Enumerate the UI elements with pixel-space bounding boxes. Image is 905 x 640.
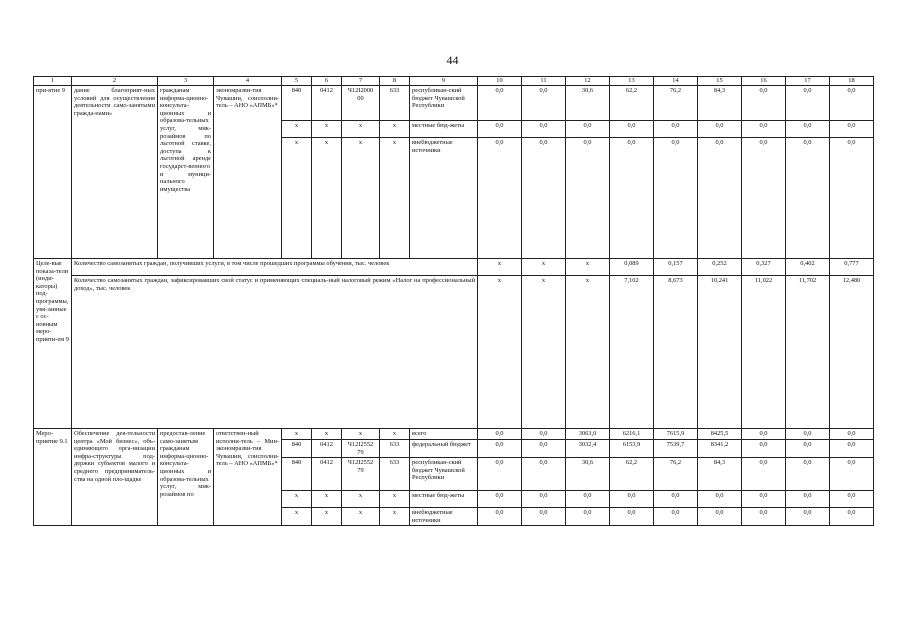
value-cell: 0,0 <box>654 121 698 138</box>
table-row <box>34 86 874 121</box>
indicator-row <box>34 259 874 276</box>
column-header: 14 <box>654 77 698 86</box>
indicator-value: 8,673 <box>654 276 698 429</box>
indicator-value: 0,252 <box>698 259 742 276</box>
value-cell: 0,0 <box>478 440 522 458</box>
value-cell: 0,0 <box>566 508 610 526</box>
funding-source: республикан-ский бюджет Чувашской Республики <box>410 458 478 491</box>
code-cell: 633 <box>380 458 410 491</box>
indicator-cell: x <box>566 259 610 276</box>
value-cell: 62,2 <box>610 458 654 491</box>
code-cell: 0412 <box>312 440 342 458</box>
value-cell: 0,0 <box>786 440 830 458</box>
column-header: 15 <box>698 77 742 86</box>
code-cell: 0412 <box>312 86 342 121</box>
value-cell: 0,0 <box>786 121 830 138</box>
value-cell: 0,0 <box>830 440 874 458</box>
indicator-cell: x <box>522 259 566 276</box>
code-cell: x <box>312 491 342 508</box>
column-header: 8 <box>380 77 410 86</box>
value-cell: 7615,9 <box>654 429 698 440</box>
code-cell: x <box>312 508 342 526</box>
indicator-value: 0,777 <box>830 259 874 276</box>
table-row <box>34 429 874 440</box>
value-cell: 0,0 <box>698 508 742 526</box>
value-cell: 0,0 <box>566 121 610 138</box>
column-header: 17 <box>786 77 830 86</box>
code-cell: x <box>282 429 312 440</box>
value-cell: 0,0 <box>742 121 786 138</box>
code-cell: x <box>282 491 312 508</box>
value-cell: 0,0 <box>742 491 786 508</box>
value-cell: 6216,1 <box>610 429 654 440</box>
budget-table <box>33 76 874 526</box>
code-cell: x <box>342 508 380 526</box>
indicator-text: Количество самозанятых граждан, получивших услуги, в том числе прошедших программы обучения, тыс. человек <box>72 259 478 276</box>
value-cell: 0,0 <box>742 138 786 259</box>
value-cell: 0,0 <box>742 440 786 458</box>
code-cell: x <box>312 121 342 138</box>
column-header: 10 <box>478 77 522 86</box>
value-cell: 3032,4 <box>566 440 610 458</box>
value-cell: 0,0 <box>742 508 786 526</box>
measure-description: гражданам информа-ционно-консульта-ционных и образова-тельных услуг, мик-розаймов по льготной ставке, доступа к льготной аренде государст-венного и муници-пального имущества <box>158 86 214 259</box>
value-cell: 0,0 <box>654 138 698 259</box>
measure-description: предостав-ление само-занятым гражданам информа-ционно-консульта-ционных и образова-тельных услуг, мик-розаймов по <box>158 429 214 526</box>
value-cell: 0,0 <box>698 491 742 508</box>
value-cell: 0,0 <box>522 86 566 121</box>
value-cell: 0,0 <box>478 491 522 508</box>
value-cell: 3063,0 <box>566 429 610 440</box>
code-cell: x <box>312 429 342 440</box>
code-cell: x <box>282 121 312 138</box>
value-cell: 0,0 <box>830 508 874 526</box>
value-cell: 0,0 <box>830 458 874 491</box>
value-cell: 0,0 <box>786 138 830 259</box>
code-cell: x <box>312 138 342 259</box>
value-cell: 62,2 <box>610 86 654 121</box>
code-cell: x <box>342 121 380 138</box>
code-cell: 633 <box>380 440 410 458</box>
value-cell: 0,0 <box>830 86 874 121</box>
value-cell: 0,0 <box>610 491 654 508</box>
value-cell: 0,0 <box>654 491 698 508</box>
value-cell: 30,6 <box>566 86 610 121</box>
value-cell: 0,0 <box>742 429 786 440</box>
indicator-value: 12,480 <box>830 276 874 429</box>
value-cell: 0,0 <box>786 508 830 526</box>
executor: экономразви-тия Чувашии, соисполни-тель – АНО «АПМБ»* <box>214 86 282 259</box>
value-cell: 76,2 <box>654 458 698 491</box>
column-number-row <box>34 77 874 86</box>
value-cell: 0,0 <box>830 138 874 259</box>
value-cell: 0,0 <box>522 508 566 526</box>
value-cell: 0,0 <box>742 458 786 491</box>
code-cell: 840 <box>282 458 312 491</box>
value-cell: 0,0 <box>478 458 522 491</box>
funding-source: всего <box>410 429 478 440</box>
indicator-value: 7,102 <box>610 276 654 429</box>
indicator-cell: x <box>478 276 522 429</box>
code-cell: 840 <box>282 440 312 458</box>
code-cell: x <box>380 121 410 138</box>
column-header: 13 <box>610 77 654 86</box>
value-cell: 0,0 <box>610 138 654 259</box>
code-cell: x <box>342 491 380 508</box>
indicator-value: 11,022 <box>742 276 786 429</box>
measure-title: дание благоприят-ных условий для осуществления деятельности само-занятыми гражда-нами» <box>72 86 158 259</box>
value-cell: 0,0 <box>566 491 610 508</box>
value-cell: 6153,9 <box>610 440 654 458</box>
measure-label: при-ятие 9 <box>34 86 72 259</box>
value-cell: 0,0 <box>786 491 830 508</box>
code-cell: 0412 <box>312 458 342 491</box>
indicator-text: Количество самозанятых граждан, зафиксировавших свой статус и применяющих специаль-ный налоговый режим «Налог на профессиональный доход», тыс. человек <box>72 276 478 429</box>
value-cell: 84,3 <box>698 458 742 491</box>
column-header: 12 <box>566 77 610 86</box>
code-cell: Ч12I2552 79 <box>342 458 380 491</box>
value-cell: 0,0 <box>478 86 522 121</box>
value-cell: 0,0 <box>566 138 610 259</box>
code-cell: x <box>380 508 410 526</box>
funding-source: местные бюд-жеты <box>410 121 478 138</box>
code-cell: x <box>380 138 410 259</box>
code-cell: Ч12I2000 00 <box>342 86 380 121</box>
measure-title: Обеспечение дея-тельности центра «Мой бизнес», объ-единяющего орга-низации инфра-структуры под-держки субъектов малого и среднего предприниматель-ства на одной пло-щадке <box>72 429 158 526</box>
value-cell: 0,0 <box>830 491 874 508</box>
code-cell: x <box>342 429 380 440</box>
column-header: 16 <box>742 77 786 86</box>
code-cell: x <box>380 429 410 440</box>
indicator-value: 0,327 <box>742 259 786 276</box>
column-header: 3 <box>158 77 214 86</box>
value-cell: 0,0 <box>786 458 830 491</box>
block-1 <box>34 86 874 259</box>
code-cell: 633 <box>380 86 410 121</box>
value-cell: 0,0 <box>610 508 654 526</box>
value-cell: 8341,2 <box>698 440 742 458</box>
value-cell: 76,2 <box>654 86 698 121</box>
value-cell: 0,0 <box>830 429 874 440</box>
column-header: 4 <box>214 77 282 86</box>
value-cell: 0,0 <box>786 86 830 121</box>
value-cell: 0,0 <box>698 138 742 259</box>
funding-source: внебюджетные источники <box>410 138 478 259</box>
value-cell: 0,0 <box>698 121 742 138</box>
column-header: 18 <box>830 77 874 86</box>
value-cell: 0,0 <box>522 491 566 508</box>
column-header: 6 <box>312 77 342 86</box>
funding-source: республикан-ский бюджет Чувашской Республики <box>410 86 478 121</box>
code-cell: x <box>282 508 312 526</box>
value-cell: 8425,5 <box>698 429 742 440</box>
value-cell: 0,0 <box>478 429 522 440</box>
indicator-cell: x <box>478 259 522 276</box>
column-header: 7 <box>342 77 380 86</box>
column-header: 1 <box>34 77 72 86</box>
code-cell: x <box>380 491 410 508</box>
code-cell: 840 <box>282 86 312 121</box>
code-cell: Ч12I2552 79 <box>342 440 380 458</box>
indicator-value: 0,157 <box>654 259 698 276</box>
value-cell: 84,3 <box>698 86 742 121</box>
funding-source: местные бюд-жеты <box>410 491 478 508</box>
value-cell: 0,0 <box>478 121 522 138</box>
indicators-label: Целе-вые показа-тели (инди-каторы) под-программы, увя-занные с ос-новным меро-прияти-ем 9 <box>34 259 72 429</box>
value-cell: 0,0 <box>522 138 566 259</box>
value-cell: 0,0 <box>522 458 566 491</box>
value-cell: 0,0 <box>478 508 522 526</box>
indicator-value: 10,241 <box>698 276 742 429</box>
value-cell: 0,0 <box>786 429 830 440</box>
indicator-value: 11,702 <box>786 276 830 429</box>
indicator-cell: x <box>566 276 610 429</box>
indicator-value: 0,089 <box>610 259 654 276</box>
indicator-row <box>34 276 874 429</box>
code-cell: x <box>282 138 312 259</box>
value-cell: 0,0 <box>654 508 698 526</box>
indicator-cell: x <box>522 276 566 429</box>
value-cell: 0,0 <box>742 86 786 121</box>
table-body <box>34 77 874 86</box>
block-2 <box>34 429 874 526</box>
indicator-value: 0,402 <box>786 259 830 276</box>
value-cell: 0,0 <box>478 138 522 259</box>
value-cell: 30,6 <box>566 458 610 491</box>
column-header: 5 <box>282 77 312 86</box>
value-cell: 0,0 <box>522 121 566 138</box>
value-cell: 0,0 <box>522 440 566 458</box>
value-cell: 7539,7 <box>654 440 698 458</box>
funding-source: внебюджетные источники <box>410 508 478 526</box>
page-number: 44 <box>446 53 459 67</box>
code-cell: x <box>342 138 380 259</box>
value-cell: 0,0 <box>522 429 566 440</box>
column-header: 2 <box>72 77 158 86</box>
indicators-block <box>34 259 874 429</box>
value-cell: 0,0 <box>610 121 654 138</box>
column-header: 11 <box>522 77 566 86</box>
executor: ответствен-ный исполни-тель – Мин-экономразви-тия Чувашии, соисполни-тель – АНО «АПМБ»* <box>214 429 282 526</box>
value-cell: 0,0 <box>830 121 874 138</box>
measure-label: Меро-приятие 9.1 <box>34 429 72 526</box>
funding-source: федеральный бюджет <box>410 440 478 458</box>
column-header: 9 <box>410 77 478 86</box>
